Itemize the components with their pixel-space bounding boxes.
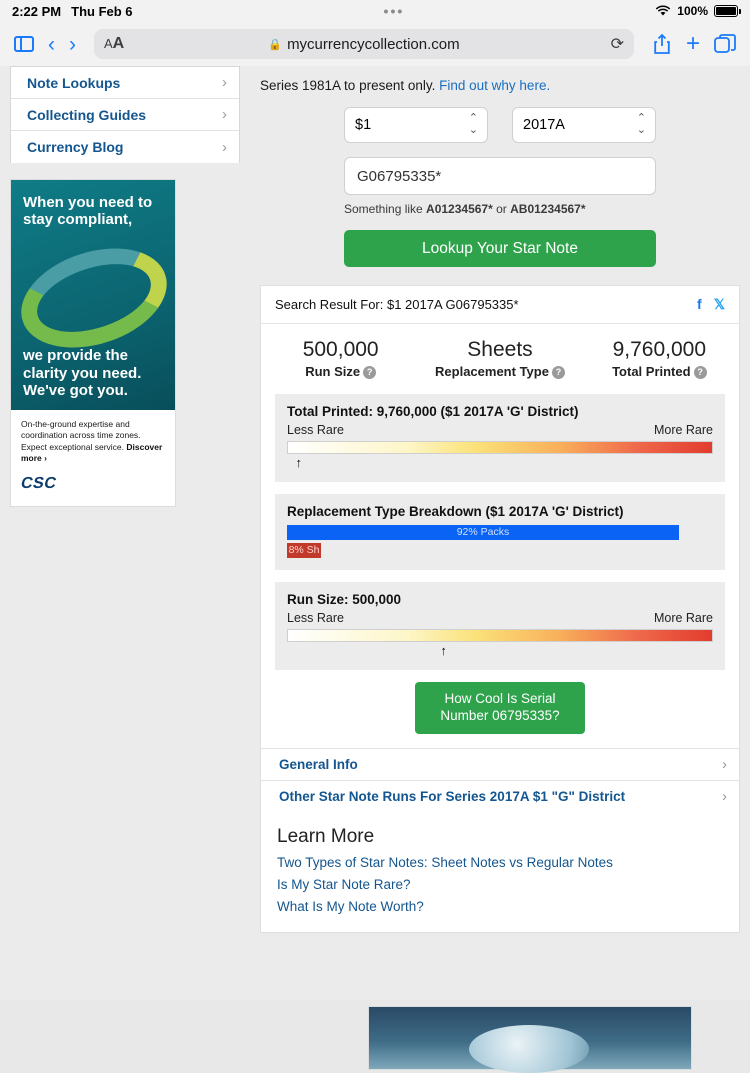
share-icon[interactable] xyxy=(652,33,672,55)
link-other-star-note-runs[interactable] xyxy=(261,780,739,812)
learn-more-link-3[interactable]: What Is My Note Worth? xyxy=(277,898,424,914)
left-column xyxy=(10,66,240,507)
panel-title: Run Size: 500,000 xyxy=(287,592,402,607)
result-stats xyxy=(261,324,739,389)
search-result-header xyxy=(261,286,739,324)
status-bar xyxy=(0,0,750,22)
text-size-button[interactable]: AA xyxy=(104,35,125,52)
chevron-right-icon: › xyxy=(222,106,227,123)
sidebar-icon[interactable] xyxy=(14,36,34,52)
ad-ring-graphic xyxy=(8,231,179,365)
sidebar-nav xyxy=(10,66,240,163)
ad-brand: CSC xyxy=(19,474,59,492)
learn-more-title: Learn More xyxy=(277,825,375,847)
sidebar-item-note-lookups[interactable] xyxy=(11,67,239,99)
how-cool-serial-button[interactable]: How Cool Is Serial Number 06795335? xyxy=(415,682,585,734)
page-content xyxy=(0,66,750,1000)
link-label: General Info xyxy=(279,756,358,772)
link-general-info[interactable] xyxy=(261,748,739,780)
status-time: 2:22 PM xyxy=(12,3,62,19)
main-column xyxy=(260,66,740,933)
chevron-right-icon: › xyxy=(722,755,727,773)
wifi-icon xyxy=(655,5,671,17)
help-icon[interactable]: ? xyxy=(363,366,376,379)
facebook-icon[interactable]: f xyxy=(697,296,702,312)
stat-label: Total Printed xyxy=(612,364,691,379)
browser-toolbar xyxy=(0,22,750,66)
sidebar-item-label: Note Lookups xyxy=(27,74,121,91)
sidebar-advertisement[interactable] xyxy=(10,179,176,507)
series-select[interactable] xyxy=(512,107,656,143)
rarity-gradient-bar xyxy=(287,629,713,642)
rarity-marker: ↑ xyxy=(440,643,447,658)
ad-more-link[interactable]: Discover more › xyxy=(21,441,163,464)
serial-number-value: G06795335* xyxy=(357,167,442,185)
more-rare-label: More Rare xyxy=(653,611,713,625)
packs-bar: 92% Packs xyxy=(287,525,679,540)
panel-title: Total Printed: 9,760,000 ($1 2017A 'G' District) xyxy=(287,404,579,419)
stat-run-size xyxy=(261,338,420,379)
total-printed-panel xyxy=(275,394,725,482)
series-note-text: Series 1981A to present only. xyxy=(260,78,436,93)
reload-icon[interactable]: ⟳ xyxy=(610,36,624,53)
lookup-star-note-button[interactable]: Lookup Your Star Note xyxy=(344,230,656,267)
sidebar-item-collecting-guides[interactable] xyxy=(11,99,239,131)
bottom-advertisement[interactable] xyxy=(368,1006,692,1070)
sidebar-item-label: Collecting Guides xyxy=(27,106,147,123)
replacement-type-panel xyxy=(275,494,725,570)
twitter-icon[interactable]: 𝕏 xyxy=(713,296,725,312)
forward-icon[interactable]: › xyxy=(69,32,76,56)
ad-subline: we provide the clarity you need. We've got you. xyxy=(23,346,142,400)
stat-value: 9,760,000 xyxy=(612,338,707,361)
ad-body xyxy=(11,410,175,506)
serial-hint-mid: or xyxy=(492,202,511,216)
serial-hint-prefix: Something like xyxy=(344,202,427,216)
link-label: Other Star Note Runs For Series 2017A $1 "G" District xyxy=(279,788,626,804)
stat-value: Sheets xyxy=(467,338,533,361)
search-result-text: Search Result For: $1 2017A G06795335* xyxy=(275,297,519,312)
ad-image xyxy=(11,180,175,410)
panel-title: Replacement Type Breakdown ($1 2017A 'G' District) xyxy=(287,504,624,519)
battery-percent: 100% xyxy=(677,4,708,18)
status-dots: ••• xyxy=(383,3,405,19)
learn-more-section xyxy=(261,812,739,932)
address-bar[interactable] xyxy=(94,29,634,59)
url-text: mycurrencycollection.com xyxy=(287,35,460,53)
help-icon[interactable]: ? xyxy=(694,366,707,379)
stat-label: Replacement Type xyxy=(435,364,549,379)
ad-body-text: On-the-ground expertise and coordination across time zones. Expect exceptional service. xyxy=(21,419,141,452)
less-rare-label: Less Rare xyxy=(287,611,344,625)
chevron-right-icon: › xyxy=(222,138,227,156)
back-icon[interactable]: ‹ xyxy=(48,32,55,56)
sheets-bar: 8% Sh xyxy=(288,544,320,556)
find-out-why-link[interactable]: Find out why here. xyxy=(439,78,551,93)
bottom-ad-image xyxy=(369,1007,691,1069)
new-tab-icon[interactable]: + xyxy=(685,30,700,57)
serial-hint-example-2: AB01234567* xyxy=(510,202,586,216)
more-rare-label: More Rare xyxy=(653,423,713,437)
sidebar-item-label: Currency Blog xyxy=(27,139,124,155)
stat-value: 500,000 xyxy=(302,338,379,361)
stat-total-printed xyxy=(580,338,739,379)
status-date: Thu Feb 6 xyxy=(71,3,133,19)
tabs-icon[interactable] xyxy=(714,34,736,54)
rarity-gradient-bar xyxy=(287,441,713,454)
lock-icon: 🔒 xyxy=(268,38,283,51)
chevron-right-icon: › xyxy=(222,74,227,91)
denomination-value: $1 xyxy=(355,117,372,133)
chevron-right-icon: › xyxy=(722,787,727,805)
serial-hint xyxy=(344,202,740,216)
serial-hint-example-1: A01234567* xyxy=(426,202,493,216)
chevron-updown-icon: ⌃ ⌄ xyxy=(636,112,646,136)
less-rare-label: Less Rare xyxy=(287,423,344,437)
run-size-panel xyxy=(275,582,725,670)
sidebar-item-currency-blog[interactable] xyxy=(11,131,239,163)
serial-number-input[interactable] xyxy=(344,157,656,195)
series-value: 2017A xyxy=(523,117,565,133)
lookup-selects xyxy=(260,103,740,143)
ad-headline: When you need to stay compliant, xyxy=(23,194,153,229)
stat-label: Run Size xyxy=(305,364,361,379)
stat-replacement-type xyxy=(420,338,579,379)
series-note xyxy=(260,66,740,103)
battery-icon xyxy=(714,5,738,17)
denomination-select[interactable] xyxy=(344,107,488,143)
search-result-card xyxy=(260,285,740,933)
learn-more-link-2[interactable]: Is My Star Note Rare? xyxy=(277,876,411,892)
rarity-marker: ↑ xyxy=(295,455,303,470)
help-icon[interactable]: ? xyxy=(552,366,565,379)
chevron-updown-icon: ⌃ ⌄ xyxy=(468,112,478,136)
learn-more-link-1[interactable]: Two Types of Star Notes: Sheet Notes vs Regular Notes xyxy=(277,854,613,870)
